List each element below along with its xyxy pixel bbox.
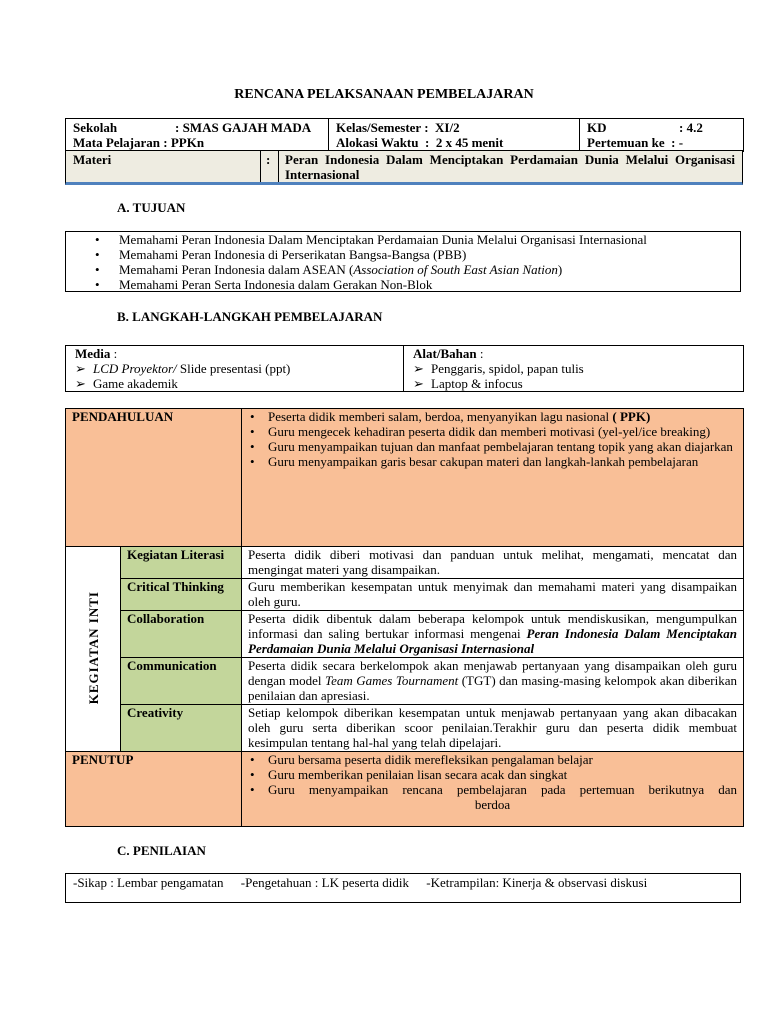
arrow-bullet-icon: ➢ xyxy=(413,361,424,376)
alokasi-line: Alokasi Waktu : 2 x 45 menit xyxy=(336,135,504,150)
list-item-text: ) xyxy=(557,262,563,277)
penutup-label: PENUTUP xyxy=(66,752,242,827)
inti-row-text xyxy=(242,658,744,705)
kd-label: KD xyxy=(587,120,607,135)
pertemuan-line: Pertemuan ke : - xyxy=(587,135,684,150)
penilaian-pengetahuan: -Pengetahuan : LK peserta didik xyxy=(240,875,410,890)
list-item: • Guru menyampaikan tujuan dan manfaat pembelajaran tentang topik yang akan diajarkan xyxy=(248,439,737,454)
pendahuluan-label: PENDAHULUAN xyxy=(66,409,242,547)
kd-info-cell xyxy=(580,119,744,152)
penutup-content xyxy=(242,752,744,827)
inti-text: Peserta didik dibentuk dalam beberapa kelompok untuk mendiskusikan, mengumpulkan informasi dan saling bertukar informasi mengenai xyxy=(248,611,737,641)
list-item xyxy=(413,361,734,376)
penilaian-box xyxy=(65,873,741,903)
inti-row-text: Guru memberikan kesempatan untuk menyimak dan memahami materi yang disampaikan oleh guru. xyxy=(242,579,744,611)
sekolah-value: : SMAS GAJAH MADA xyxy=(175,120,312,135)
inti-text-italic: Team Games Tournament xyxy=(325,673,459,688)
materi-colon: : xyxy=(266,152,271,167)
activities-table xyxy=(65,408,744,827)
arrow-bullet-icon: ➢ xyxy=(413,376,424,391)
sekolah-label: Sekolah xyxy=(73,120,118,135)
kelas-line: Kelas/Semester : XI/2 xyxy=(336,120,460,135)
inti-row-name: Kegiatan Literasi xyxy=(121,547,242,579)
mapel-line: Mata Pelajaran : PPKn xyxy=(73,135,205,150)
kegiatan-inti-label: KEGIATAN INTI xyxy=(85,590,101,705)
list-item: • Memahami Peran Serta Indonesia dalam Gerakan Non-Blok xyxy=(95,277,740,292)
inti-row-text: Setiap kelompok diberikan kesempatan untuk menjawab pertanyaan yang akan dibacakan oleh guru serta diberikan scoor penilaian.Terakhir guru dan peserta didik membuat kesimpulan tentang hal-hal yang telah dipelajari. xyxy=(242,705,744,752)
inti-text: Peserta didik secara berkelompok akan menjawab pertanyaan yang disampaikan oleh guru dengan model xyxy=(248,658,737,688)
list-item xyxy=(413,376,734,391)
materi-divider xyxy=(260,151,261,182)
pendahuluan-content xyxy=(242,409,744,547)
section-tujuan-heading: A. TUJUAN xyxy=(117,200,186,215)
list-item: • Memahami Peran Indonesia Dalam Menciptakan Perdamaian Dunia Melalui Organisasi Internasional xyxy=(95,232,740,247)
identity-table xyxy=(65,118,744,152)
penilaian-keterampilan: -Ketrampilan: Kinerja & observasi diskusi xyxy=(426,875,648,890)
media-item-text: Slide presentasi (ppt) xyxy=(176,361,291,376)
section-langkah-heading: B. LANGKAH-LANGKAH PEMBELAJARAN xyxy=(117,309,383,324)
list-item xyxy=(248,409,737,424)
penilaian-sikap: -Sikap : Lembar pengamatan xyxy=(73,875,224,890)
alat-cell xyxy=(404,346,744,392)
list-item-italic: Association of South East Asian Nation xyxy=(353,262,558,277)
alat-colon: : xyxy=(476,346,484,361)
media-label: Media xyxy=(75,346,111,361)
media-cell xyxy=(66,346,404,392)
inti-row-name: Communication xyxy=(121,658,242,705)
class-info-cell xyxy=(329,119,580,152)
materi-divider xyxy=(278,151,279,182)
inti-row-name: Collaboration xyxy=(121,611,242,658)
materi-label: Materi xyxy=(73,152,112,167)
kd-value: : 4.2 xyxy=(679,120,703,135)
alat-item-text: Penggaris, spidol, papan tulis xyxy=(431,361,584,376)
list-item-continuation: berdoa xyxy=(474,797,511,812)
list-item-bold: ( PPK) xyxy=(612,409,651,424)
media-item-italic: LCD Proyektor/ xyxy=(93,361,177,376)
list-item xyxy=(75,376,394,391)
kegiatan-inti-label-cell xyxy=(66,547,121,752)
list-item: • Guru bersama peserta didik merefleksikan pengalaman belajar xyxy=(248,752,737,767)
media-item-text: Game akademik xyxy=(93,376,178,391)
document-title: RENCANA PELAKSANAAN PEMBELAJARAN xyxy=(234,87,534,102)
list-item: • Guru menyampaikan rencana pembelajaran pada pertemuan berikutnya dan xyxy=(248,782,737,797)
inti-row-name: Creativity xyxy=(121,705,242,752)
alat-label: Alat/Bahan xyxy=(413,346,477,361)
arrow-bullet-icon: ➢ xyxy=(75,376,86,391)
list-item-text: Peserta didik memberi salam, berdoa, menyanyikan lagu nasional xyxy=(268,409,613,424)
list-item: • Memahami Peran Indonesia di Perserikatan Bangsa-Bangsa (PBB) xyxy=(95,247,740,262)
inti-row-text xyxy=(242,611,744,658)
inti-text: (TGT) dan masing-masing kelompok akan diberikan penilaian dan apresiasi. xyxy=(248,673,737,703)
media-table xyxy=(65,345,744,392)
list-item: • Guru mengecek kehadiran peserta didik dan memberi motivasi (yel-yel/ice breaking) xyxy=(248,424,737,439)
inti-row-name: Critical Thinking xyxy=(121,579,242,611)
materi-value: Peran Indonesia Dalam Menciptakan Perdamaian Dunia Melalui Organisasi Internasional xyxy=(285,152,735,182)
inti-row-text: Peserta didik diberi motivasi dan panduan untuk melihat, mengamati, mencatat dan mengingat materi yang disampaikan. xyxy=(242,547,744,579)
tujuan-box xyxy=(65,231,741,292)
inti-text-emphasis: Peran Indonesia Dalam Menciptakan Perdamaian Dunia Melalui Organisasi Internasional xyxy=(248,626,737,656)
list-item: • Guru menyampaikan garis besar cakupan materi dan langkah-lankah pembelajaran xyxy=(248,454,737,469)
list-item: • Guru memberikan penilaian lisan secara acak dan singkat xyxy=(248,767,737,782)
list-item-text: Memahami Peran Indonesia dalam ASEAN ( xyxy=(119,262,354,277)
alat-item-text: Laptop & infocus xyxy=(431,376,523,391)
media-colon: : xyxy=(110,346,118,361)
list-item xyxy=(75,361,394,376)
school-info-cell xyxy=(66,119,329,152)
list-item xyxy=(95,262,740,277)
section-penilaian-heading: C. PENILAIAN xyxy=(117,843,206,858)
arrow-bullet-icon: ➢ xyxy=(75,361,86,376)
materi-row xyxy=(65,150,743,185)
